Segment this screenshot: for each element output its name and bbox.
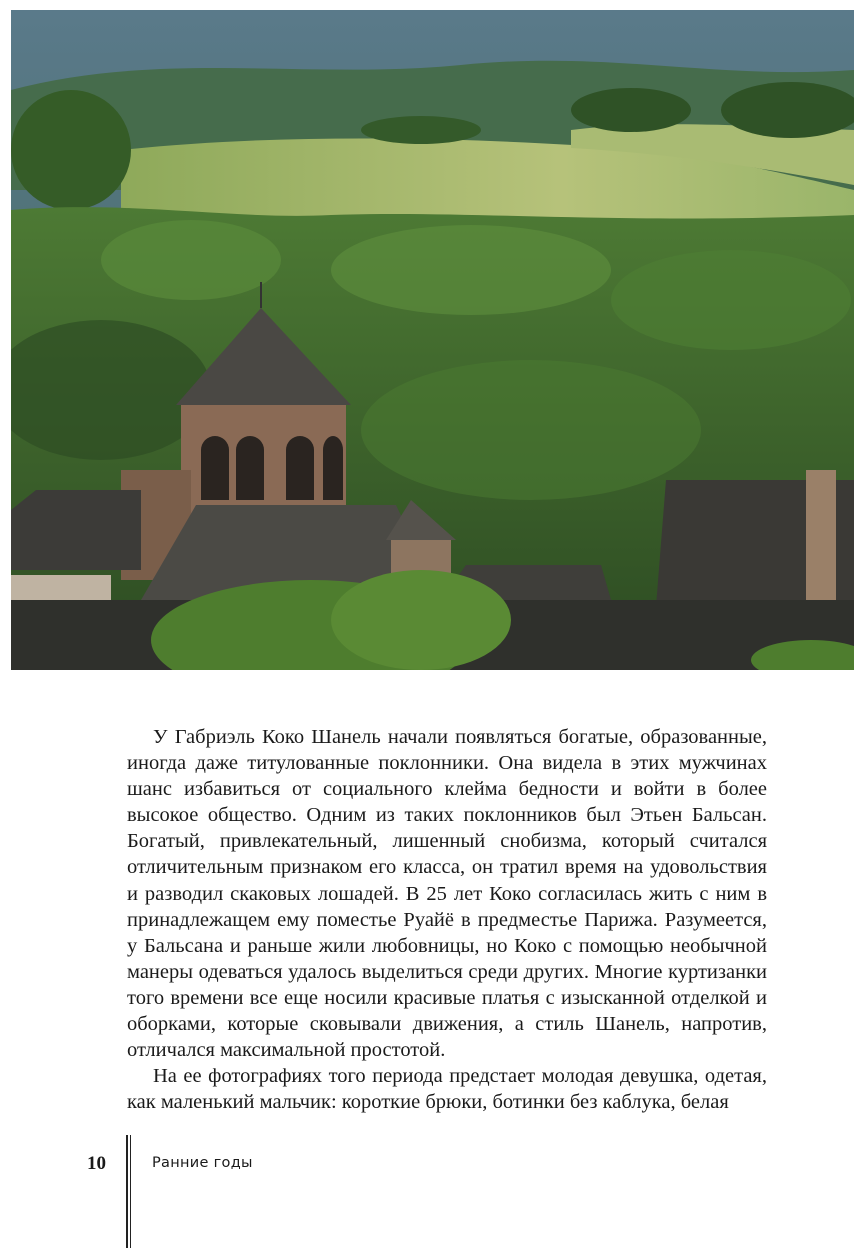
footer-rule: [126, 1135, 128, 1248]
page-number: 10: [87, 1153, 106, 1174]
paragraph: На ее фотографиях того периода предстает молодая девушка, одетая, как маленький мальчик: короткие брюки, ботинки без каблука, белая: [127, 1065, 767, 1114]
body-text: [127, 724, 767, 1115]
landscape-photo: [11, 10, 854, 670]
paragraph: У Габриэль Коко Шанель начали появляться богатые, образованные, иногда даже титулованные поклонники. Она видела в этих мужчинах шанс избавиться от социального клейма бедности и войти в более высокое общество. Одним из таких поклонников был Этьен Бальсан. Богатый, привлекательный, лишенный снобизма, который считался отличительным признаком его класса, он тратил время на удовольствия и разводил скаковых лошадей. В 25 лет Коко согласилась жить с ним в принадлежащем ему поместье Руайё в предместье Парижа. Разумеется, у Бальсана и раньше жили любовницы, но Коко с помощью необычной манеры одеваться удалось выделиться среди других. Многие куртизанки того времени все еще носили красивые платья с изысканной отделкой и оборками, которые сковывали движения, а стиль Шанель, напротив, отличался максимальной простотой.: [127, 726, 767, 1062]
photo-illustration: [11, 10, 854, 670]
running-head: Ранние годы: [152, 1155, 253, 1171]
footer-rule: [130, 1135, 132, 1248]
